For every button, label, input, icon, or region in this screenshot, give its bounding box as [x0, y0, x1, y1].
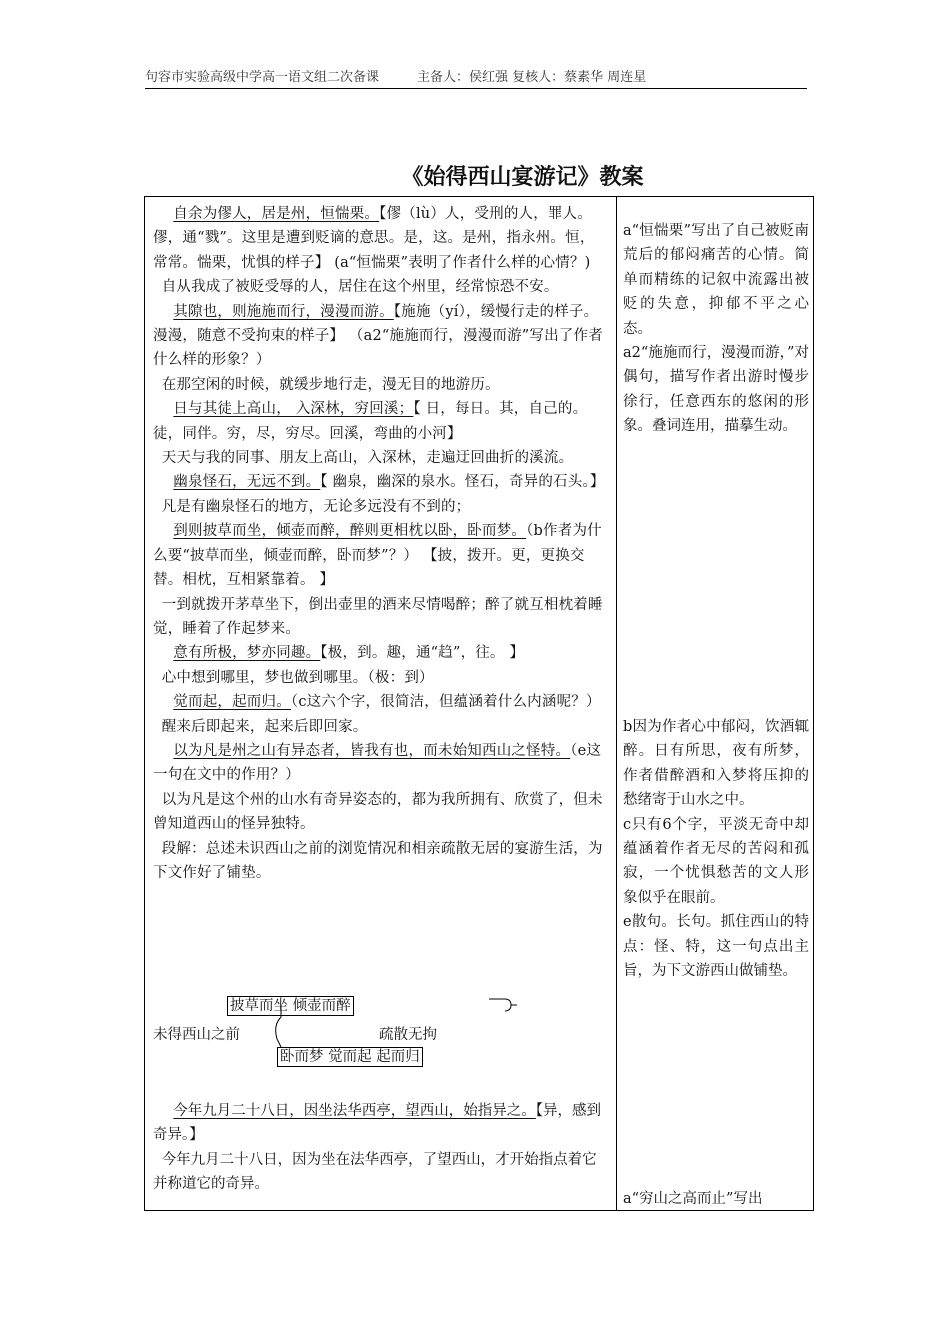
diagram-mid-label: 疏散无拘	[379, 1027, 437, 1043]
annotation-text: 天天与我的同事、朋友上高山，入深林，走遍迂回曲折的溪流。	[161, 450, 574, 467]
original-text: 自余为僇人，居是州，恒惴栗。	[173, 206, 380, 222]
note-e: e散句。长句。抓住西山的特点：怪、特，这一句点出主旨，为下文游西山做铺垫。	[623, 914, 809, 980]
column-divider	[616, 197, 617, 1210]
annotation-text: 【极，到。趣，通“趋”，往。 】	[320, 645, 525, 662]
title-text: 《始得西山宴游记》教案	[401, 165, 644, 190]
paragraph	[153, 397, 609, 446]
right-brace	[489, 999, 517, 1011]
annotation-text: 醒来后即起来，起来后即回家。	[161, 718, 368, 735]
lesson-table	[144, 196, 814, 1211]
annotation-text: 今年九月二十八日，因为坐在法华西亭，了望西山，才开始指点着它并称道它的奇异。	[153, 1151, 597, 1193]
note-last: a“穷山之高而止”写出	[623, 1191, 763, 1207]
diagram-left-label: 未得西山之前	[153, 1027, 240, 1043]
annotation-text: 一到就拨开茅草坐下，倒出壶里的酒来尽情喝醉；醉了就互相枕着睡觉，睡着了作起梦来。	[153, 596, 603, 637]
annotation-text: （e这一句在文中的作用？）	[153, 742, 602, 784]
original-text: 到则披草而坐，倾壶而醉，醉则更相枕以卧，卧而梦。	[173, 523, 527, 540]
annotation-text: （c这六个字，很简洁，但蕴涵着什么内涵呢？）	[290, 694, 601, 711]
paragraph	[153, 519, 609, 592]
paragraph	[153, 373, 609, 397]
annotation-text: 【 幽泉，幽深的泉水。怪石，奇异的石头。】	[320, 474, 605, 491]
paragraph	[153, 788, 609, 837]
paragraph	[153, 1148, 609, 1197]
annotation-text: 以为凡是这个州的山水有奇异姿态的，都为我所拥有、欣赏了，但未曾知道西山的怪异独特。	[153, 791, 603, 833]
paragraph	[153, 275, 609, 299]
annotation-text: （b作者为什么要“披草而坐，倾壶而醉，卧而梦”？） 【披，拨开。更，更换交替。相枕，互相紧靠着。 】	[153, 523, 602, 589]
note-a2: a2“施施而行，漫漫而游，”对偶句，描写作者出游时慢步徐行，任意西东的悠闲的形象。叠词连用，描摹生动。	[623, 345, 809, 435]
annotation-text: 【施施（yí），缓慢行走的样子。 漫漫，随意不受拘束的样子】 （a2“施施而行，漫漫而游”写出了作者什么样的形象？）	[153, 303, 603, 369]
paragraph	[153, 1099, 609, 1148]
paragraph	[153, 837, 609, 886]
note-a: a“恒惴栗”写出了自己被贬南荒后的郁闷痛苦的心情。简单而精练的记叙中流露出被贬的失意，抑郁不平之心态。	[623, 223, 809, 337]
paragraph	[153, 202, 609, 275]
page-header	[145, 66, 807, 89]
original-text: 日与其徒上高山， 入深林，穷回溪；	[173, 401, 414, 418]
text-column	[153, 202, 609, 885]
paragraph	[153, 495, 609, 519]
original-text: 幽泉怪石，无远不到。	[173, 474, 321, 491]
diagram-box-bottom: 卧而梦 觉而起 起而归	[277, 1047, 423, 1067]
annotation-text: 在那空闲的时候，就缓步地行走，漫无目的地游历。	[161, 376, 500, 393]
annotation-text: 心中想到哪里，梦也做到哪里。（极：到）	[161, 669, 434, 686]
paragraph	[153, 739, 609, 788]
paragraph	[153, 470, 609, 494]
original-text: 其隙也，则施施而行，漫漫而游。	[173, 303, 394, 320]
paragraph	[153, 593, 609, 642]
original-text: 意有所极，梦亦同趣。	[173, 645, 321, 662]
annotation-text: 【 日，每日。其，自己的。徒，同伴。穷，尽，穷尽。回溪，弯曲的小河】	[153, 401, 588, 442]
left-brace	[276, 1005, 281, 1047]
paragraph	[153, 300, 609, 373]
note-b: b因为作者心中郁闷，饮酒辄醉。日有所思，夜有所梦，作者借醉酒和入梦将压抑的愁绪寄于山水之中。	[623, 719, 809, 809]
header-right: 主备人：侯红强 复核人：蔡素华 周连星	[417, 70, 647, 85]
paragraph	[153, 715, 609, 739]
header-left: 句容市实验高级中学高一语文组二次备课	[145, 70, 380, 85]
paragraph	[153, 641, 609, 665]
note-block-1	[623, 219, 809, 439]
annotation-text: 凡是有幽泉怪石的地方，无论多远没有不到的；	[161, 498, 471, 515]
diagram-box-top: 披草而坐 倾壶而醉	[227, 996, 354, 1016]
paragraph	[153, 666, 609, 690]
note-block-3	[623, 1187, 809, 1211]
note-c: c只有6个字，平淡无奇中却蕴涵着作者无尽的苦闷和孤寂，一个忧惧愁苦的文人形象似乎在眼前。	[623, 816, 809, 906]
text-column-continued	[153, 1099, 609, 1197]
structure-diagram	[145, 995, 615, 1075]
paragraph	[153, 690, 609, 714]
annotation-text: 【僇（lù）人，受刑的人，罪人。僇，通“戮”。这里是遭到贬谪的意思。是，这。是州，指永州。恒，常常。惴栗，忧惧的样子】 (a“恒惴栗”表明了作者什么样的心情？)	[153, 206, 595, 271]
original-text: 今年九月二十八日，因坐法华西亭，望西山，始指异之。	[173, 1103, 536, 1119]
page-title	[0, 160, 950, 191]
annotation-text: 【异，感到奇异。】	[153, 1103, 602, 1144]
note-block-2	[623, 715, 809, 983]
diagram-brackets	[145, 995, 615, 1075]
annotation-text: 自从我成了被贬受辱的人，居住在这个州里，经常惊恐不安。	[161, 279, 559, 296]
original-text: 以为凡是州之山有异态者，皆我有也，而未始知西山之怪特。	[173, 742, 571, 759]
paragraph	[153, 446, 609, 470]
original-text: 觉而起，起而归。	[173, 694, 291, 711]
annotation-text: 段解：总述未识西山之前的浏览情况和相亲疏散无居的宴游生活，为下文作好了铺垫。	[153, 840, 603, 881]
